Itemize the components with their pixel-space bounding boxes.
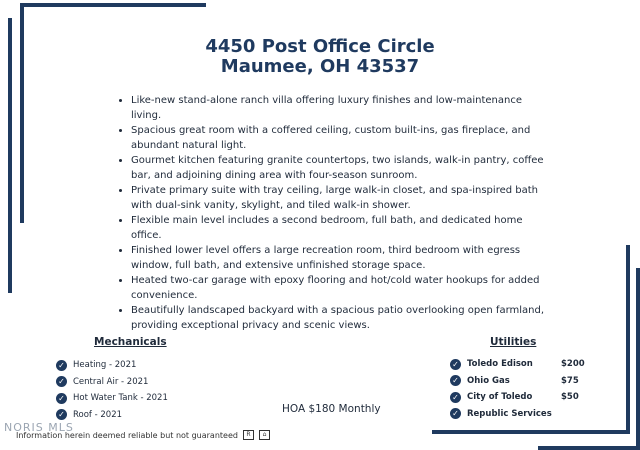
check-circle-icon: ✓ xyxy=(450,359,461,370)
utility-item xyxy=(450,406,585,423)
frame-bottom-right-horizontal xyxy=(432,430,630,434)
mechanical-item xyxy=(56,357,168,374)
utility-name: Ohio Gas xyxy=(467,375,510,386)
utility-amount: $200 xyxy=(561,359,585,370)
mechanical-label: Central Air - 2021 xyxy=(73,376,149,387)
disclaimer xyxy=(16,430,270,440)
feature-item: • Spacious great room with a coffered ceiling, custom built-ins, gas fireplace, and abundant natural light. xyxy=(131,123,551,153)
feature-list xyxy=(115,93,551,333)
mechanical-label: Hot Water Tank - 2021 xyxy=(73,393,168,404)
frame-top-left-vertical xyxy=(20,3,24,223)
hoa-fee: HOA $180 Monthly xyxy=(282,403,381,415)
check-circle-icon: ✓ xyxy=(450,392,461,403)
mechanical-label: Roof - 2021 xyxy=(73,409,123,420)
mechanical-item xyxy=(56,390,168,407)
feature-item: • Heated two-car garage with epoxy flooring and hot/cold water hookups for added convenience. xyxy=(131,273,551,303)
utility-item xyxy=(450,373,585,390)
utility-item xyxy=(450,389,585,406)
utilities-list xyxy=(450,356,585,422)
utility-name: City of Toledo xyxy=(467,392,533,403)
mls-watermark: NORIS MLS xyxy=(4,421,74,434)
feature-item: • Finished lower level offers a large recreation room, third bedroom with egress window, full bath, and extensive unfinished storage space. xyxy=(131,243,551,273)
frame-top-left-horizontal xyxy=(20,3,206,7)
frame-bottom-right-inner-horizontal xyxy=(538,446,640,450)
feature-item: • Like-new stand-alone ranch villa offering luxury finishes and low-maintenance living. xyxy=(131,93,551,123)
utility-name: Republic Services xyxy=(467,408,552,419)
utility-item xyxy=(450,356,585,373)
mechanicals-heading: Mechanicals xyxy=(94,336,167,348)
check-circle-icon: ✓ xyxy=(56,409,67,420)
mechanical-label: Heating - 2021 xyxy=(73,360,137,371)
check-circle-icon: ✓ xyxy=(56,360,67,371)
utility-name: Toledo Edison xyxy=(467,359,533,370)
feature-item: • Private primary suite with tray ceiling, large walk-in closet, and spa-inspired bath with dual-sink vanity, skylight, and tiled walk-in shower. xyxy=(131,183,551,213)
check-circle-icon: ✓ xyxy=(450,408,461,419)
check-circle-icon: ✓ xyxy=(450,375,461,386)
frame-bottom-right-inner-vertical xyxy=(636,268,640,450)
utilities-heading: Utilities xyxy=(490,336,537,348)
feature-item: • Flexible main level includes a second bedroom, full bath, and dedicated home office. xyxy=(131,213,551,243)
address-street: 4450 Post Office Circle xyxy=(205,36,435,57)
check-circle-icon: ✓ xyxy=(56,393,67,404)
utility-amount: $75 xyxy=(561,375,579,386)
disclaimer-text: Information herein deemed reliable but not guaranteed xyxy=(16,430,238,440)
realtor-icon: R xyxy=(243,430,254,440)
equal-housing-icon: ⌂ xyxy=(259,430,270,440)
check-circle-icon: ✓ xyxy=(56,376,67,387)
property-address xyxy=(0,37,640,77)
feature-item: • Beautifully landscaped backyard with a spacious patio overlooking open farmland, providing exceptional privacy and scenic views. xyxy=(131,303,551,333)
address-city: Maumee, OH 43537 xyxy=(220,56,420,77)
frame-bottom-right-vertical xyxy=(626,245,630,434)
mechanicals-list xyxy=(56,357,168,423)
feature-item: • Gourmet kitchen featuring granite countertops, two islands, walk-in pantry, coffee bar, and adjoining dining area with four-season sunroom. xyxy=(131,153,551,183)
utility-amount: $50 xyxy=(561,392,579,403)
mechanical-item xyxy=(56,374,168,391)
